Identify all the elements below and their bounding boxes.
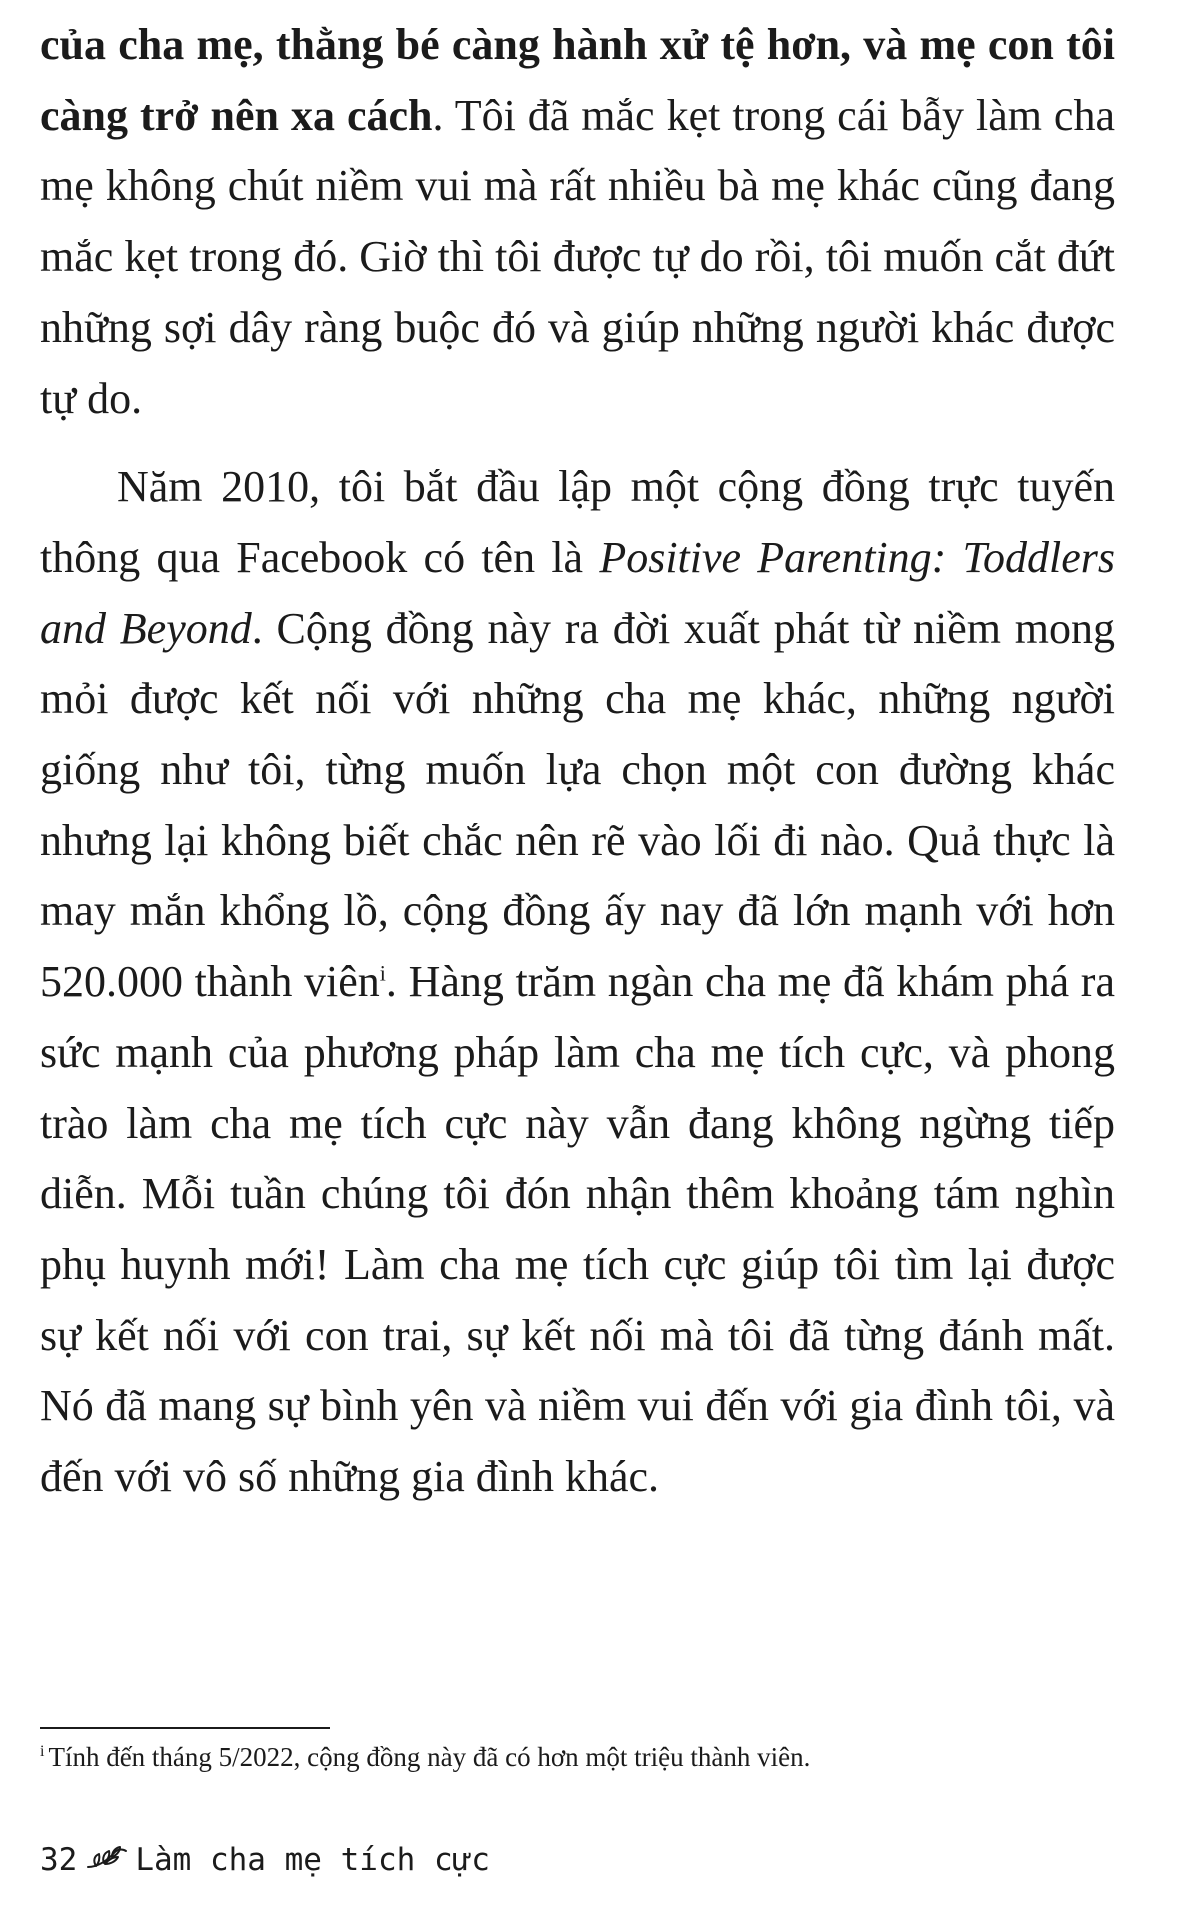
- paragraph-1-bold-text: của cha mẹ, thằng bé càng hành xử tệ hơn, và mẹ con tôi càng trở nên xa cách: [40, 20, 1115, 140]
- footnote-divider: [40, 1727, 330, 1729]
- footnote: [40, 1737, 1115, 1777]
- paragraph-2-text-before-title: Năm 2010, tôi bắt đầu lập một cộng đồng trực tuyến thông qua Facebook có tên là: [40, 462, 1115, 582]
- running-footer: [40, 1838, 490, 1884]
- paragraph-1-text: . Tôi đã mắc kẹt trong cái bẫy làm cha mẹ không chút niềm vui mà rất nhiều bà mẹ khác cũng đang mắc kẹt trong đó. Giờ thì tôi được tự do rồi, tôi muốn cắt đứt những sợi dây ràng buộc đó và giúp những người khác được tự do.: [40, 90, 1115, 423]
- paragraph-2-text-after-title: . Cộng đồng này ra đời xuất phát từ niềm mong mỏi được kết nối với những cha mẹ khác, những người giống như tôi, từng muốn lựa chọn một con đường khác nhưng lại không biết chắc nên rẽ vào lối đi nào. Quả thực là may mắn khổng lồ, cộng đồng ấy nay đã lớn mạnh với hơn 520.000 thành viên: [40, 603, 1115, 1007]
- paragraph-2: [40, 452, 1115, 1513]
- leaf-ornament-icon: [85, 1840, 129, 1884]
- book-title: Làm cha mẹ tích cực: [135, 1842, 490, 1878]
- paragraph-1: [40, 0, 1115, 434]
- footnote-reference: i: [379, 960, 386, 986]
- page-body: [40, 0, 1115, 1513]
- footnote-mark: i: [40, 1743, 45, 1760]
- footnote-text: Tính đến tháng 5/2022, cộng đồng này đã có hơn một triệu thành viên.: [48, 1742, 811, 1772]
- page-number: 32: [40, 1842, 78, 1878]
- community-title: Positive Parenting: Toddlers and Beyond: [40, 532, 1115, 653]
- paragraph-2-text-end: . Hàng trăm ngàn cha mẹ đã khám phá ra sức mạnh của phương pháp làm cha mẹ tích cực, và phong trào làm cha mẹ tích cực này vẫn đang không ngừng tiếp diễn. Mỗi tuần chúng tôi đón nhận thêm khoảng tám nghìn phụ huynh mới! Làm cha mẹ tích cực giúp tôi tìm lại được sự kết nối với con trai, sự kết nối mà tôi đã từng đánh mất. Nó đã mang sự bình yên và niềm vui đến với gia đình tôi, và đến với vô số những gia đình khác.: [40, 957, 1115, 1502]
